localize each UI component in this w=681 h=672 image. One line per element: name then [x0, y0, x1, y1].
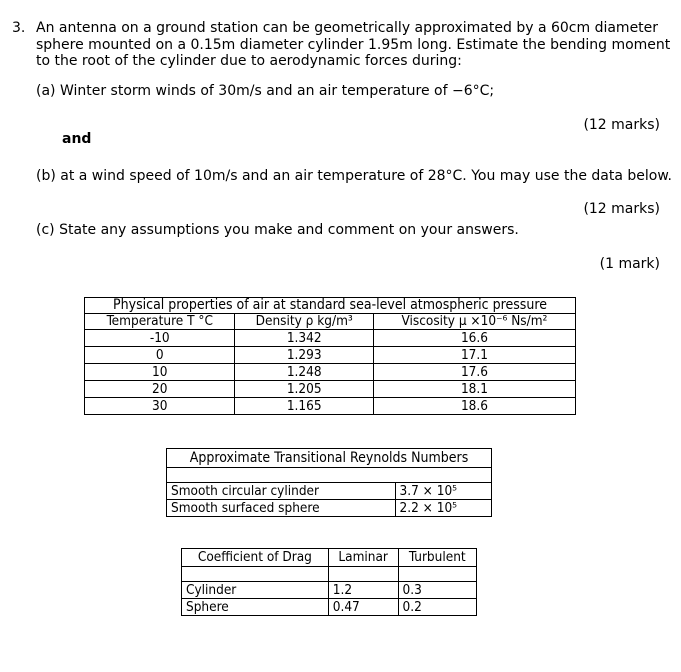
temperature-cell: 10 [85, 364, 235, 381]
air-header-viscosity: Viscosity μ ×10⁻⁶ Ns/m² [373, 314, 575, 330]
air-properties-table [84, 297, 576, 415]
spacer-row [167, 468, 492, 483]
viscosity-cell: 17.1 [373, 347, 575, 364]
part-a-marks: (12 marks) [583, 117, 660, 133]
density-cell: 1.293 [235, 347, 373, 364]
temperature-cell: 20 [85, 381, 235, 398]
temperature-cell: 30 [85, 398, 235, 415]
drag-coefficient-table [181, 548, 477, 616]
viscosity-cell: 18.1 [373, 381, 575, 398]
temperature-cell: -10 [85, 330, 235, 347]
drag-header-turbulent: Turbulent [398, 549, 476, 567]
temperature-cell: 0 [85, 347, 235, 364]
drag-laminar-cell: 1.2 [328, 582, 398, 599]
drag-turbulent-cell: 0.2 [398, 599, 476, 616]
part-c-text: (c) State any assumptions you make and comment on your answers. [36, 222, 519, 238]
reynolds-value-cell: 3.7 × 10⁵ [395, 483, 491, 500]
table-row [85, 330, 576, 347]
part-b-text: (b) at a wind speed of 10m/s and an air temperature of 28°C. You may use the data below. [36, 168, 672, 184]
part-b-marks: (12 marks) [583, 201, 660, 217]
table-row [182, 599, 477, 616]
density-cell: 1.165 [235, 398, 373, 415]
viscosity-cell: 17.6 [373, 364, 575, 381]
air-header-density: Density ρ kg/m³ [235, 314, 373, 330]
drag-header-coefficient: Coefficient of Drag [182, 549, 329, 567]
density-cell: 1.248 [235, 364, 373, 381]
viscosity-cell: 16.6 [373, 330, 575, 347]
table-row [85, 381, 576, 398]
spacer-cell [328, 567, 398, 582]
question-text [36, 20, 676, 70]
question-line-2: sphere mounted on a 0.15m diameter cylinder 1.95m long. Estimate the bending moment [36, 36, 671, 53]
density-cell: 1.342 [235, 330, 373, 347]
question-line-3: to the root of the cylinder due to aerodynamic forces during: [36, 53, 462, 69]
and-label: and [62, 131, 92, 147]
question-number: 3. [12, 20, 26, 36]
reynolds-value-cell: 2.2 × 10⁵ [395, 500, 491, 517]
reynolds-shape-cell: Smooth surfaced sphere [167, 500, 396, 517]
drag-turbulent-cell: 0.3 [398, 582, 476, 599]
part-a-text: (a) Winter storm winds of 30m/s and an air temperature of −6°C; [36, 83, 495, 99]
viscosity-cell: 18.6 [373, 398, 575, 415]
table-row [85, 398, 576, 415]
reynolds-shape-cell: Smooth circular cylinder [167, 483, 396, 500]
reynolds-table-caption: Approximate Transitional Reynolds Numbers [167, 449, 492, 468]
drag-header-laminar: Laminar [328, 549, 398, 567]
drag-shape-cell: Sphere [182, 599, 329, 616]
table-row [182, 582, 477, 599]
drag-shape-cell: Cylinder [182, 582, 329, 599]
table-row [85, 364, 576, 381]
question-line-1: An antenna on a ground station can be geometrically approximated by a 60cm diameter [36, 20, 659, 36]
air-table-caption: Physical properties of air at standard sea-level atmospheric pressure [85, 298, 576, 314]
spacer-cell [398, 567, 476, 582]
reynolds-table [166, 448, 492, 517]
density-cell: 1.205 [235, 381, 373, 398]
drag-laminar-cell: 0.47 [328, 599, 398, 616]
table-row [167, 500, 492, 517]
table-row [85, 347, 576, 364]
air-header-temperature: Temperature T °C [85, 314, 235, 330]
table-row [167, 483, 492, 500]
spacer-cell [182, 567, 329, 582]
part-c-marks: (1 mark) [599, 256, 660, 272]
